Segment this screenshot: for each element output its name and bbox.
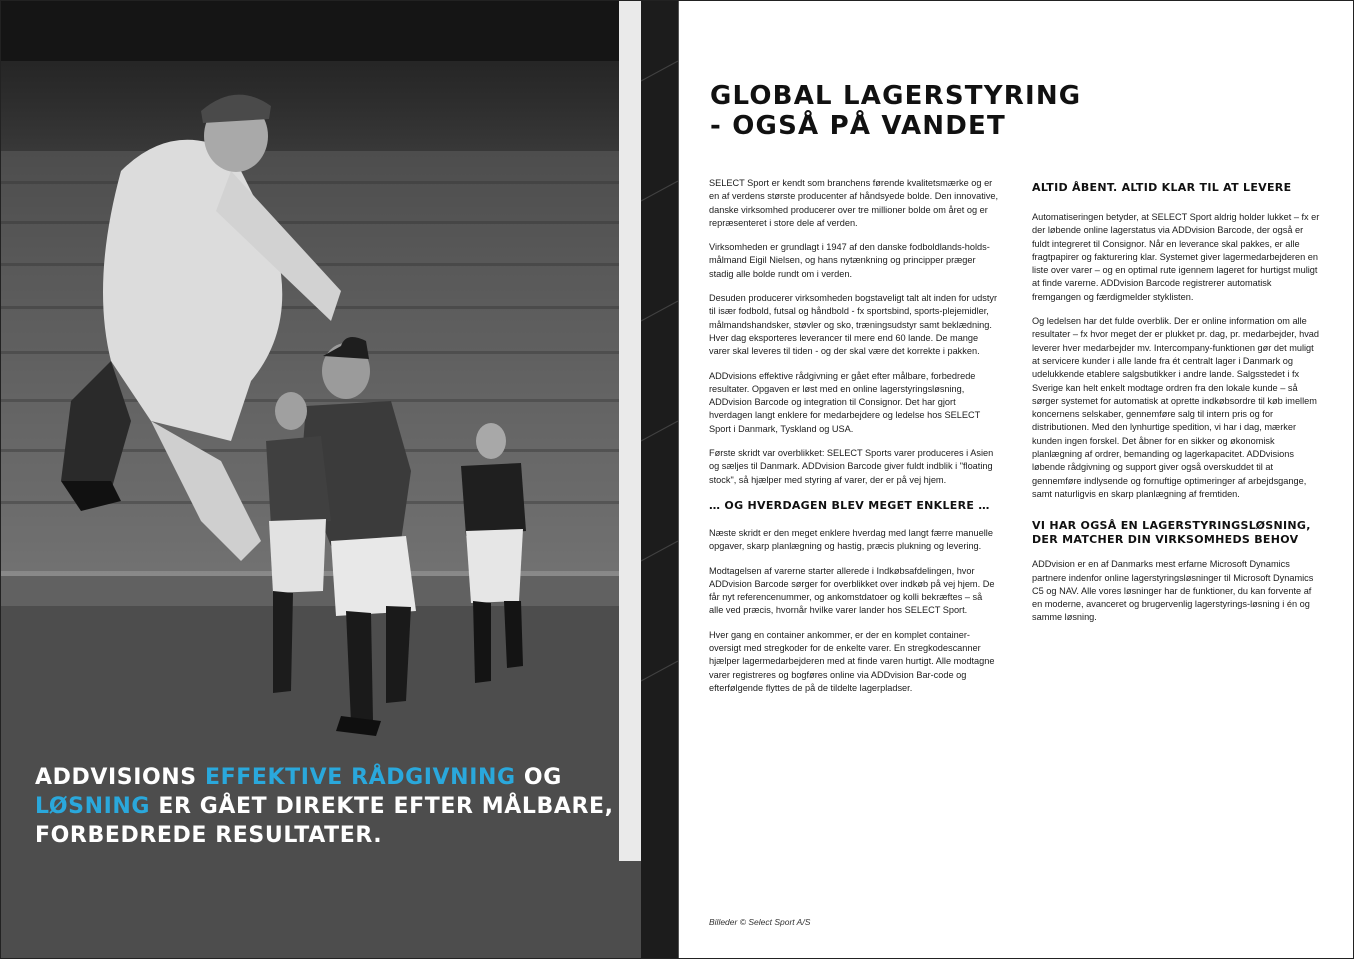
article-title [710,81,1081,141]
headline-accent-1: EFFEKTIVE RÅDGIVNING [205,765,516,790]
photo-credit: Billeder © Select Sport A/S [709,917,811,927]
subheading-lagerstyringsloesning: VI HAR OGSÅ EN LAGERSTYRINGSLØSNING, DER MATCHER DIN VIRKSOMHEDS BEHOV [1032,519,1311,547]
headline-accent-2: LØSNING [35,794,151,819]
paragraph: Desuden producerer virksomheden bogstaveligt talt alt inden for udstyr til især fodbold, futsal og håndbold - fx sportsbind, sports-plejemidler, målmandshandsker, støvler og sko, træningsudstyr samt beklædning. Hver dag eksporteres leverancer til mere end 60 lande. De mange varer skal leveres til tiden - og der skal være det korrekte i pakken. [709,293,998,357]
paragraph: Virksomheden er grundlagt i 1947 af den danske fodboldlands-holds-målmand Eigil Nielsen, og hans nytænkning og principper præger stadig alle bolde rundt om i verden. [709,242,990,279]
paragraph: Automatiseringen betyder, at SELECT Sport aldrig holder lukket – fx er der løbende online lagerstatus via ADDvision Barcode, der også er fuldt integreret til Consignor. Når en leverance skal pakkes, er alle fragtpapirer og fakturering klar. Systemet giver lagermedarbejderen en liste over varer – og en optimal rute igennem lageret for hurtigst muligt at finde varerne. ADDvision Barcode registrerer automatisk fremgangen og færdigmelder styklisten. [1032,212,1320,302]
subheading-hverdagen: … OG HVERDAGEN BLEV MEGET ENKLERE … [709,498,990,512]
left-column [709,177,999,706]
headline-quote: ADDVISIONS EFFEKTIVE RÅDGIVNING OG LØSNING ER GÅET DIREKTE EFTER MÅLBARE, FORBEDREDE RESULTATER. [35,765,614,848]
paragraph: Hver gang en container ankommer, er der en komplet container-oversigt med stregkoder for de enkelte varer. En stregkodescanner hjælper lagermedarbejderen med at finde varen hurtigt. Alle modtagne varer registreres og bogføres online via ADDvision Bar-code og efterfølgende flyttes de på de tildelte lagerpladser. [709,629,995,693]
paragraph: ADDvisions effektive rådgivning er gået efter målbare, forbedrede resultater. Opgaven er løst med en online lagerstyringsløsning, ADDvision Barcode og integration til Consignor. Det har gjort hverdagen langt enklere for medarbejdere og ledelse hos SELECT Sport i Danmark, Tyskland og USA. [709,370,981,434]
paragraph: Modtagelsen af varerne starter allerede i Indkøbsafdelingen, hvor ADDvision Barcode sørger for overblikket over indkøb på vej hjem. De får nyt referencenummer, og ankomstdatoer og kolli bekræftes – så alle ved præcis, hvornår hvilke varer lander hos SELECT Sport. [709,565,995,616]
paragraph: SELECT Sport er kendt som branchens førende kvalitetsmærke og er en af verdens største producenter af håndsyede bolde. Den innovative, danske virksomhed producerer over tre millioner bolde om året og er repræsenteret i store dele af verden. [709,178,999,228]
paragraph: Første skridt var overblikket: SELECT Sports varer produceres i Asien og sæljes til Danmark. ADDvision Barcode giver fuldt indblik i "floating stock", så hjælper med styring af varer, der er på vej hjem. [709,448,994,485]
subheading-altid-aabent: ALTID ÅBENT. ALTID KLAR TIL AT LEVERE [1032,181,1292,194]
article-page [679,1,1353,958]
title-line-2: - OGSÅ PÅ VANDET [710,111,1006,141]
paragraph: ADDvision er en af Danmarks mest erfarne Microsoft Dynamics partnere indenfor online lagerstyringsløsninger til Microsoft Dynamics C5 og NAV. Alle vores løsninger har de funktioner, du kan forvente af en moderne, avanceret og brugervenlig lagerstyrings-løsning i én og samme løsning. [1032,559,1314,623]
paragraph: Næste skridt er den meget enklere hverdag med langt færre manuelle opgaver, skarp planlægning og hastig, præcis plukning og levering. [709,527,993,552]
photo-page [1,1,678,958]
paragraph: Og ledelsen har det fulde overblik. Der er online information om alle resultater – fx hvor meget der er plukket pr. dag, pr. medarbejder, hvad leverer hver medarbejder mv. Intercompany-funktionen gør det muligt at servicere kunder i alle lande fra ét centralt lager i Danmark og udelukkende etablere salgsbutikker i andre lande. Salgsstedet i fx Sverige kan helt enkelt modtage ordren fra den lokale kunde – så sørger systemet for automatisk at oprette indkøbsordre til køb imellem koncernens selskaber, gennemføre salg til intern pris og for distributionen. Med den lynhurtige spedition, vi har i dag, mærker kunden ingen forskel. Det åbner for en sikker og økonomisk planlægning af ordrer, bemanding og lagerkapacitet. ADDvisions løbende rådgivning og support giver også overskuddet til at gennemføre indlysende og fornuftige optimeringer af arbejdsgange, samt naturligvis en skarp planlægning af fremtiden. [1032,316,1320,499]
right-column [1032,179,1322,636]
title-line-1: GLOBAL LAGERSTYRING [710,81,1082,111]
